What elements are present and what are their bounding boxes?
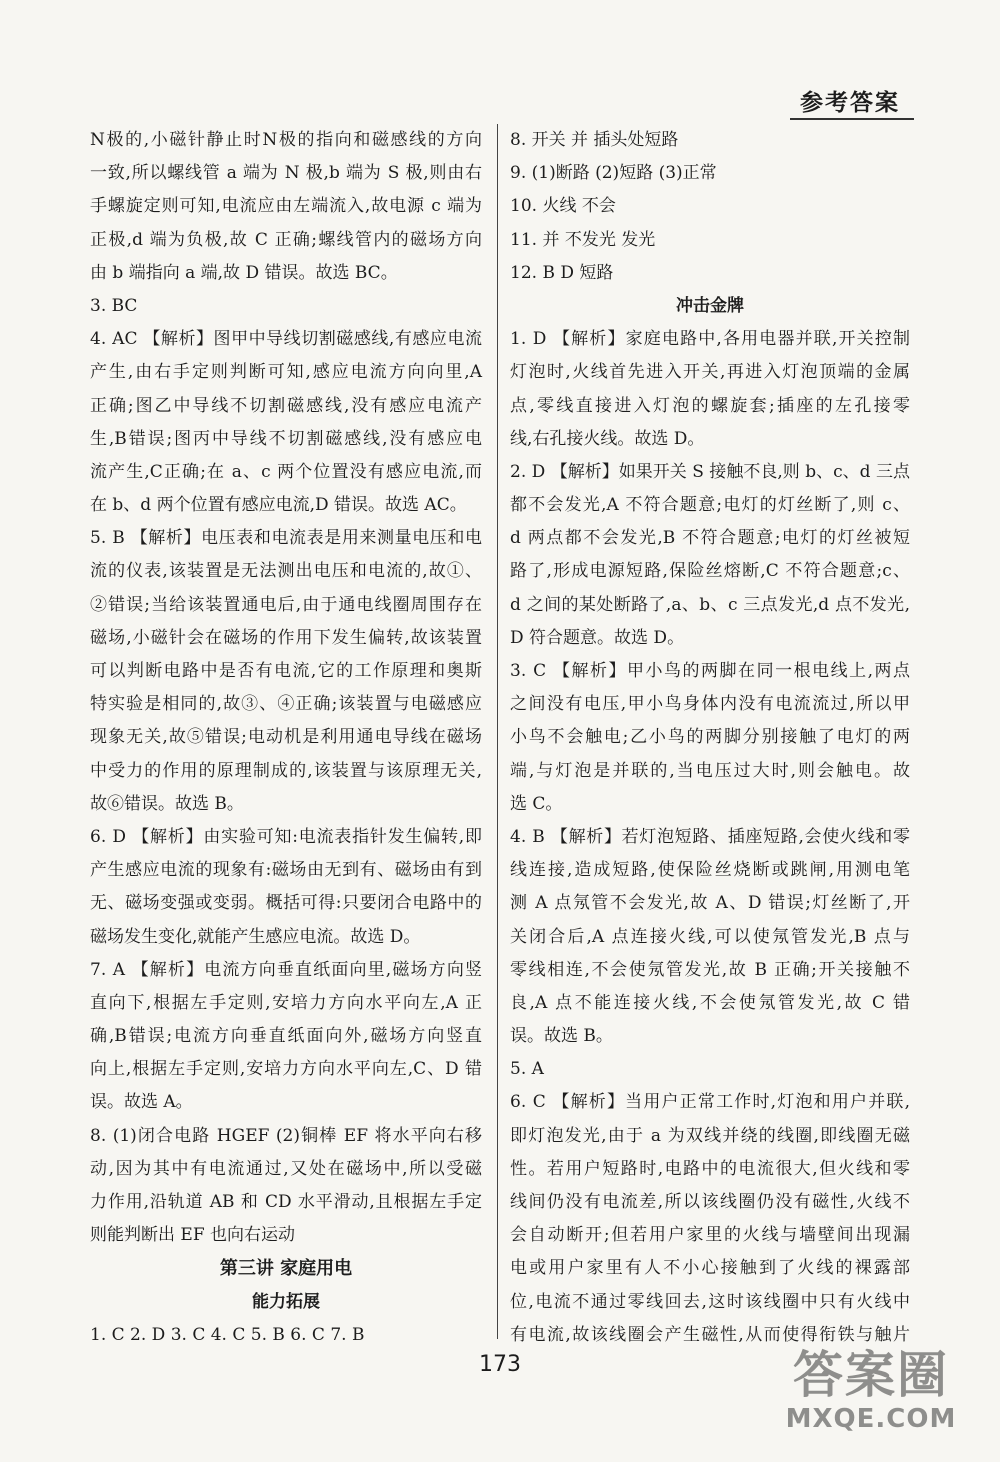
answer-line: 5. A xyxy=(510,1059,544,1080)
left-column xyxy=(90,124,482,1352)
section-heading: 第三讲 家庭用电 xyxy=(219,1258,353,1280)
answer-line: 磁场,小磁针会在磁场的作用下发生偏转,故该装置 xyxy=(90,627,482,648)
answer-line: 小鸟不会触电;乙小鸟的两脚分别接触了电灯的两 xyxy=(510,727,910,748)
answer-line: 直向下,根据左手定则,安培力方向水平向左,A 正 xyxy=(90,992,482,1013)
answer-line: 有电流,故该线圈会产生磁性,从而使得衔铁与触片 xyxy=(510,1324,910,1345)
answer-line: 9. (1)断路 (2)短路 (3)正常 xyxy=(510,163,717,184)
answer-line: 3. C 【解析】甲小鸟的两脚在同一根电线上,两点 xyxy=(510,661,910,681)
answer-line: 现象无关,故⑤错误;电动机是利用通电导线在磁场 xyxy=(90,727,482,748)
answer-line: 生,B错误;图丙中导线不切割磁感线,没有感应电 xyxy=(90,428,482,449)
answer-line: 一致,所以螺线管 a 端为 N 极,b 端为 S 极,则由右 xyxy=(90,163,482,184)
section-heading: 冲击金牌 xyxy=(676,295,744,316)
answer-line: ②错误;当给该装置通电后,由于通电线圈周围存在 xyxy=(90,594,482,615)
answer-line: 会自动断开;但若用户家里的火线与墙壁间出现漏 xyxy=(510,1225,910,1246)
answer-line: 4. B 【解析】若灯泡短路、插座短路,会使火线和零 xyxy=(510,826,910,847)
answer-line: 故⑥错误。故选 B。 xyxy=(90,793,244,814)
answer-line: 动,因为其中有电流通过,又处在磁场中,所以受磁 xyxy=(90,1158,482,1179)
answer-line: 特实验是相同的,故③、④正确;该装置与电磁感应 xyxy=(90,694,482,715)
answer-line: 5. B 【解析】电压表和电流表是用来测量电压和电 xyxy=(90,528,482,549)
answer-line: 中受力的作用的原理制成的,该装置与该原理无关, xyxy=(90,760,482,781)
answer-line: 都不会发光,A 不符合题意;电灯的灯丝断了,则 c、 xyxy=(510,495,910,516)
answer-line: 在 b、d 两个位置有感应电流,D 错误。故选 AC。 xyxy=(90,495,467,516)
answer-line: 测 A 点氖管不会发光,故 A、D 错误;灯丝断了,开 xyxy=(510,893,910,914)
answer-line: 路了,形成电源短路,保险丝熔断,C 不符合题意;c、 xyxy=(510,561,910,582)
answer-line: 关闭合后,A 点连接火线,可以使氖管发光,B 点与 xyxy=(510,926,910,947)
answer-line: 产生感应电流的现象有:磁场由无到有、磁场由有到 xyxy=(90,860,482,881)
column-divider xyxy=(497,124,498,1339)
answer-line: 4. AC 【解析】图甲中导线切割磁感线,有感应电流 xyxy=(90,329,482,350)
answer-line: 正确;图乙中导线不切割磁感线,没有感应电流产 xyxy=(90,395,482,416)
answer-line: d 之间的某处断路了,a、b、c 三点发光,d 点不发光, xyxy=(510,594,910,615)
right-column xyxy=(510,124,910,1352)
answer-line: 力作用,沿轨道 AB 和 CD 水平滑动,且根据左手定 xyxy=(90,1192,482,1212)
answer-line: 端,与灯泡是并联的,当电压过大时,则会触电。故 xyxy=(510,760,910,781)
answer-line: 手螺旋定则可知,电流应由左端流入,故电源 c 端为 xyxy=(90,196,482,217)
answer-line: 之间没有电压,甲小鸟身体内没有电流流过,所以甲 xyxy=(510,694,910,715)
answer-line: 选 C。 xyxy=(510,793,563,814)
answer-line: 向上,根据左手定则,安培力方向水平向左,C、D 错 xyxy=(90,1059,482,1080)
answer-line: 线连接,造成短路,使保险丝烧断或跳闸,用测电笔 xyxy=(510,860,910,881)
answer-line: 8. 开关 并 插头处短路 xyxy=(510,130,679,150)
answer-line: 性。若用户短路时,电路中的电流很大,但火线和零 xyxy=(510,1158,910,1179)
answer-line: 正极,d 端为负极,故 C 正确;螺线管内的磁场方向 xyxy=(90,229,482,250)
answer-line: 则能判断出 EF 也向右运动 xyxy=(90,1225,296,1246)
watermark-text-cn: 答案圈 xyxy=(793,1346,949,1404)
answer-line: 零线相连,不会使氖管发光,故 B 正确;开关接触不 xyxy=(510,959,910,980)
answer-line: 误。故选 B。 xyxy=(510,1026,613,1047)
answer-line: 线间仍没有电流差,所以该线圈仍没有磁性,火线不 xyxy=(510,1192,910,1212)
answer-line: 电或用户家里有人不小心接触到了火线的裸露部 xyxy=(510,1258,910,1279)
answer-line: 6. D 【解析】由实验可知:电流表指针发生偏转,即 xyxy=(90,826,482,847)
answer-line: 1. C 2. D 3. C 4. C 5. B 6. C 7. B xyxy=(90,1324,365,1345)
answer-line: 3. BC xyxy=(90,295,138,316)
answer-line: 无、磁场变强或变弱。概括可得:只要闭合电路中的 xyxy=(90,893,482,914)
header-rule xyxy=(790,118,914,120)
section-heading: 能力拓展 xyxy=(252,1291,320,1312)
answer-line: 流的仪表,该装置是无法测出电压和电流的,故①、 xyxy=(90,561,482,582)
answer-line: 磁场发生变化,就能产生感应电流。故选 D。 xyxy=(90,926,421,947)
answer-line: 点,零线直接进入灯泡的螺旋套;插座的左孔接零 xyxy=(510,395,910,416)
answer-line: 8. (1)闭合电路 HGEF (2)铜棒 EF 将水平向右移 xyxy=(90,1125,482,1146)
answer-line: 6. C 【解析】当用户正常工作时,灯泡和用户并联, xyxy=(510,1092,910,1113)
answer-line: 线,右孔接火线。故选 D。 xyxy=(510,428,705,449)
watermark-logo xyxy=(766,1346,976,1446)
answer-line: d 两点都不会发光,B 不符合题意;电灯的灯丝被短 xyxy=(510,528,910,549)
answer-line: 确,B错误;电流方向垂直纸面向外,磁场方向竖直 xyxy=(90,1026,482,1047)
answer-line: 由 b 端指向 a 端,故 D 错误。故选 BC。 xyxy=(90,262,398,283)
answer-line: 良,A 点不能连接火线,不会使氖管发光,故 C 错 xyxy=(510,992,910,1013)
answer-line: 12. B D 短路 xyxy=(510,262,614,283)
page-header-title: 参考答案 xyxy=(800,90,900,116)
watermark-text-en: MXQE.COM xyxy=(785,1404,957,1434)
answer-line: N极的,小磁针静止时N极的指向和磁感线的方向 xyxy=(90,130,482,150)
answer-line: 流产生,C正确;在 a、c 两个位置没有感应电流,而 xyxy=(90,461,482,482)
answer-line: 可以判断电路中是否有电流,它的工作原理和奥斯 xyxy=(90,661,482,681)
answer-line: 产生,由右手定则判断可知,感应电流方向向里,A xyxy=(90,362,482,383)
answer-line: 7. A 【解析】电流方向垂直纸面向里,磁场方向竖 xyxy=(90,959,482,980)
answer-line: 1. D 【解析】家庭电路中,各用电器并联,开关控制 xyxy=(510,329,910,350)
answer-line: 2. D 【解析】如果开关 S 接触不良,则 b、c、d 三点 xyxy=(510,461,910,482)
answer-line: D 符合题意。故选 D。 xyxy=(510,627,685,648)
answer-line: 即灯泡发光,由于 a 为双线并绕的线圈,即线圈无磁 xyxy=(510,1125,910,1146)
answer-line: 位,电流不通过零线回去,这时该线圈中只有火线中 xyxy=(510,1291,910,1312)
answer-line: 误。故选 A。 xyxy=(90,1092,193,1113)
answer-line: 10. 火线 不会 xyxy=(510,196,616,217)
answer-line: 灯泡时,火线首先进入开关,再进入灯泡顶端的金属 xyxy=(510,362,910,383)
answer-line: 11. 并 不发光 发光 xyxy=(510,229,656,250)
page-number: 173 xyxy=(479,1352,521,1377)
